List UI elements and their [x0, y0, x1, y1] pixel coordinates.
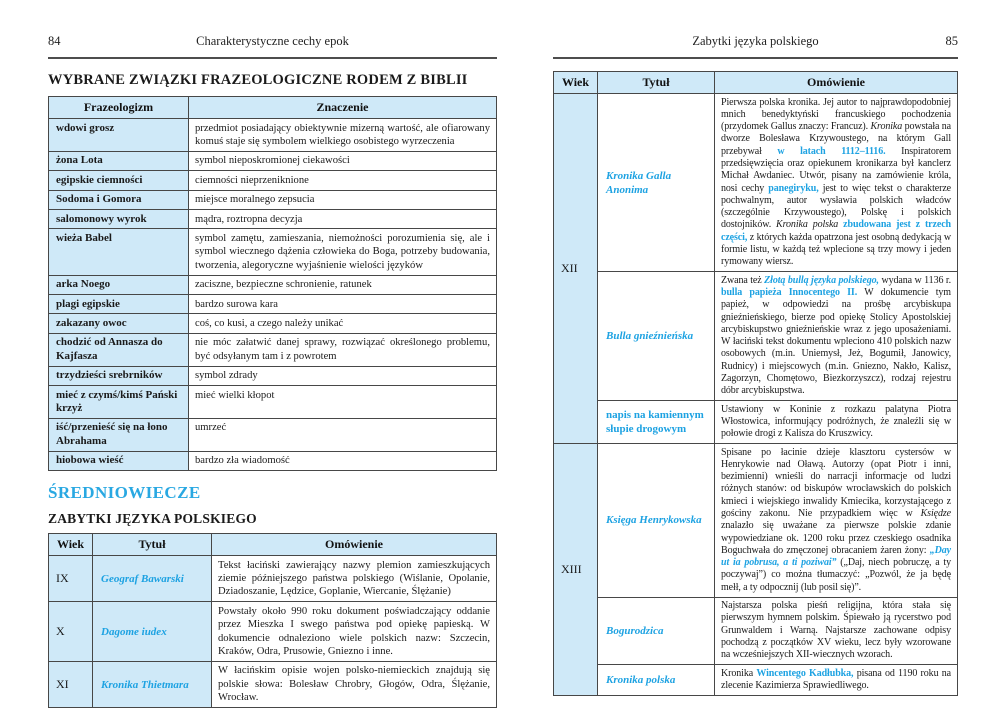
table-row: [49, 418, 497, 451]
term-cell: chodzić od Annasza do Kajfasza: [49, 333, 189, 366]
table-row: [49, 151, 497, 170]
page-number: 84: [48, 34, 61, 48]
column-header-frazeologizm: Frazeologizm: [49, 97, 189, 119]
table-row: [554, 665, 958, 696]
table-row: [49, 171, 497, 190]
running-head-right: [553, 34, 958, 59]
table-row: [49, 556, 497, 602]
page-number: 85: [945, 34, 958, 48]
table-row: [49, 366, 497, 385]
subsection-title: ZABYTKI JĘZYKA POLSKIEGO: [48, 511, 257, 527]
description-cell: W łacińskim opisie wojen polsko-niemieckich znajdują się polskie słowa: Bolesław Chrobry, Głogów, Odra, Ślężanie, Wrocław.: [212, 661, 497, 707]
table-row: [49, 275, 497, 294]
title-cell: napis na kamiennym słupie drogowym: [598, 401, 715, 444]
title-cell: Kronika Galla Anonima: [598, 94, 715, 272]
term-cell: egipskie ciemności: [49, 171, 189, 190]
meaning-cell: symbol nieposkromionej ciekawości: [189, 151, 497, 170]
table-header-row: [49, 534, 497, 556]
meaning-cell: nie móc załatwić danej sprawy, rozwiązać określonego problemu, być odsyłanym tam i z powrotem: [189, 333, 497, 366]
table-row: [49, 210, 497, 229]
column-header-omowienie: Omówienie: [212, 534, 497, 556]
column-header-omowienie: Omówienie: [715, 72, 958, 94]
table-row: [554, 401, 958, 444]
term-cell: zakazany owoc: [49, 314, 189, 333]
term-cell: wieża Babel: [49, 229, 189, 275]
meaning-cell: ciemności nieprzeniknione: [189, 171, 497, 190]
description-cell: Pierwsza polska kronika. Jej autor to najprawdopodobniej mnich benedyktyński francuskiego pochodzenia (przydomek Gallus znaczy: Francuz). Kronika powstała na dworze Bolesława Krzywoustego, na którym Gall przebywał w latach 1112–1116. Inspiratorem przedsięwzięcia oraz opiekunem kronikarza był kanclerz Michał Awdaniec. Utwór, pisany na zamówienie króla, nosi cechy panegiryku, jest to więc tekst o charakterze pochwalnym, autor wysławia polskich władców (szczególnie Krzywoustego), Polskę i polskich dostojników. Kronika polska zbudowana jest z trzech części, z których każda opatrzona jest osobną dedykacją w formie listu, w każdą też wplecione są trzy mowy i jeden rymowany wiersz.: [715, 94, 958, 272]
term-cell: mieć z czymś/kimś Pański krzyż: [49, 386, 189, 419]
meaning-cell: symbol zdrady: [189, 366, 497, 385]
epoch-heading: ŚREDNIOWIECZE: [48, 483, 201, 503]
table-row: [49, 602, 497, 662]
meaning-cell: bardzo surowa kara: [189, 295, 497, 314]
phraseology-table: [48, 96, 497, 471]
table-row: [554, 272, 958, 401]
section-title: WYBRANE ZWIĄZKI FRAZEOLOGICZNE RODEM Z BIBLII: [48, 72, 468, 88]
term-cell: wdowi grosz: [49, 119, 189, 152]
title-cell: Dagome iudex: [93, 602, 212, 662]
term-cell: żona Lota: [49, 151, 189, 170]
term-cell: arka Noego: [49, 275, 189, 294]
table-row: [49, 229, 497, 275]
meaning-cell: bardzo zła wiadomość: [189, 451, 497, 470]
column-header-tytul: Tytuł: [598, 72, 715, 94]
meaning-cell: umrzeć: [189, 418, 497, 451]
meaning-cell: przedmiot posiadający obiektywnie mizerną wartość, ale ofiarowany komuś staje się symbolem wielkiego osobistego wyrzeczenia: [189, 119, 497, 152]
meaning-cell: mieć wielki kłopot: [189, 386, 497, 419]
meaning-cell: mądra, roztropna decyzja: [189, 210, 497, 229]
term-cell: plagi egipskie: [49, 295, 189, 314]
century-cell: XIII: [554, 444, 598, 696]
column-header-wiek: Wiek: [554, 72, 598, 94]
description-cell: Tekst łaciński zawierający nazwy plemion zamieszkujących ziemie późniejszego państwa polskiego (Wiślanie, Opolanie, Dziadoszanie, Lędzice, Goplanie, Wiercanie, Ślężanie): [212, 556, 497, 602]
table-header-row: [554, 72, 958, 94]
meaning-cell: zaciszne, bezpieczne schronienie, ratunek: [189, 275, 497, 294]
column-header-tytul: Tytuł: [93, 534, 212, 556]
table-row: [49, 333, 497, 366]
table-row: [49, 314, 497, 333]
language-monuments-table-left: [48, 533, 497, 708]
table-row: [554, 597, 958, 664]
century-cell: IX: [49, 556, 93, 602]
title-cell: Księga Henrykowska: [598, 444, 715, 598]
table-row: [49, 190, 497, 209]
running-head-title: Charakterystyczne cechy epok: [196, 34, 349, 48]
table-header-row: [49, 97, 497, 119]
title-cell: Bogurodzica: [598, 597, 715, 664]
table-row: [49, 451, 497, 470]
running-head-left: [48, 34, 497, 59]
term-cell: Sodoma i Gomora: [49, 190, 189, 209]
running-head-title: Zabytki języka polskiego: [692, 34, 819, 48]
term-cell: salomonowy wyrok: [49, 210, 189, 229]
century-cell: XII: [554, 94, 598, 444]
term-cell: trzydzieści srebrników: [49, 366, 189, 385]
meaning-cell: symbol zamętu, zamieszania, niemożności porozumienia się, ale i symbol wiecznego dążenia człowieka do Boga, potrzeby budowania, tworzenia, alegoryczne wyjaśnienie wielości języków: [189, 229, 497, 275]
description-cell: Powstały około 990 roku dokument poświadczający oddanie przez Mieszka I swego państwa pod opiekę papieską. W dokumencie odnaleziono wiele polskich nazw: Szczecin, Kraków, Odra, Prusowie, Gniezno i inne.: [212, 602, 497, 662]
table-row: [49, 295, 497, 314]
column-header-wiek: Wiek: [49, 534, 93, 556]
title-cell: Bulla gnieźnieńska: [598, 272, 715, 401]
page-85: [500, 0, 1000, 712]
table-row: [49, 119, 497, 152]
table-row: [554, 444, 958, 598]
description-cell: Kronika Wincentego Kadłubka, pisana od 1190 roku na zlecenie Kazimierza Sprawiedliwego.: [715, 665, 958, 696]
description-cell: Spisane po łacinie dzieje klasztoru cystersów w Henrykowie nad Oławą. Autorzy (opat Piotr i inni, bezimienni) wnieśli do narracji informacje od ludzi różnych stanów: od biskupów wrocławskich do polskich kmieci i wiejskiego inwalidy Kmiecika, korzystającego z gościny zakonu. Nie przypadkiem więc w Księdze znalazło się uważane za pierwsze polskie zdanie wypowiedziane ok. 1200 roku przez czeskiego osadnika Boguchwała do zmęczonej obracaniem żaren żony: „Day ut ia pobrusa, a ti poziwai” („Daj, niech pobruczę, a ty poczywaj”) co można tłumaczyć: „Pozwól, że ja będę mełł, a ty odpocznij (lub posil się)”.: [715, 444, 958, 598]
table-row: [49, 386, 497, 419]
table-row: [49, 661, 497, 707]
description-cell: Zwana też Złotą bullą języka polskiego, wydana w 1136 r. bulla papieża Innocentego II. W dokumencie tym papież, w odpowiedzi na prośbę arcybiskupa gnieźnieńskiego, bierze pod opiekę Stolicy Apostolskiej arcybiskupstwo gnieźnieńskie wraz z jego uposażeniami. W łaciński tekst dokumentu wpleciono 410 polskich nazw osobowych (m.in. Uniemysł, Jeż, Bogumił, Janowicy, Rudnicy) i miejscowych (m.in. Gniezno, Nakło, Kalisz, Zagorzyn, Chomętowo, Biezkorzyszcz), rodzaj rejestru dóbr arcybiskupstwa.: [715, 272, 958, 401]
meaning-cell: coś, co kusi, a czego należy unikać: [189, 314, 497, 333]
description-cell: Najstarsza polska pieśń religijna, która stała się pierwszym hymnem polskim. Śpiewało ją rycerstwo pod Grunwaldem i Warną. Najstarsze zachowane odpisy pochodzą z początków XV wieku, lecz były wzorowane na wcześniejszych XII-wiecznych wzorach.: [715, 597, 958, 664]
term-cell: iść/przenieść się na łono Abrahama: [49, 418, 189, 451]
century-cell: X: [49, 602, 93, 662]
term-cell: hiobowa wieść: [49, 451, 189, 470]
title-cell: Kronika polska: [598, 665, 715, 696]
title-cell: Kronika Thietmara: [93, 661, 212, 707]
description-cell: Ustawiony w Koninie z rozkazu palatyna Piotra Włostowica, informujący podróżnych, że znaleźli się w połowie drogi z Kalisza do Kruszwicy.: [715, 401, 958, 444]
title-cell: Geograf Bawarski: [93, 556, 212, 602]
century-cell: XI: [49, 661, 93, 707]
meaning-cell: miejsce moralnego zepsucia: [189, 190, 497, 209]
table-row: [554, 94, 958, 272]
column-header-znaczenie: Znaczenie: [189, 97, 497, 119]
language-monuments-table-right: [553, 71, 958, 696]
